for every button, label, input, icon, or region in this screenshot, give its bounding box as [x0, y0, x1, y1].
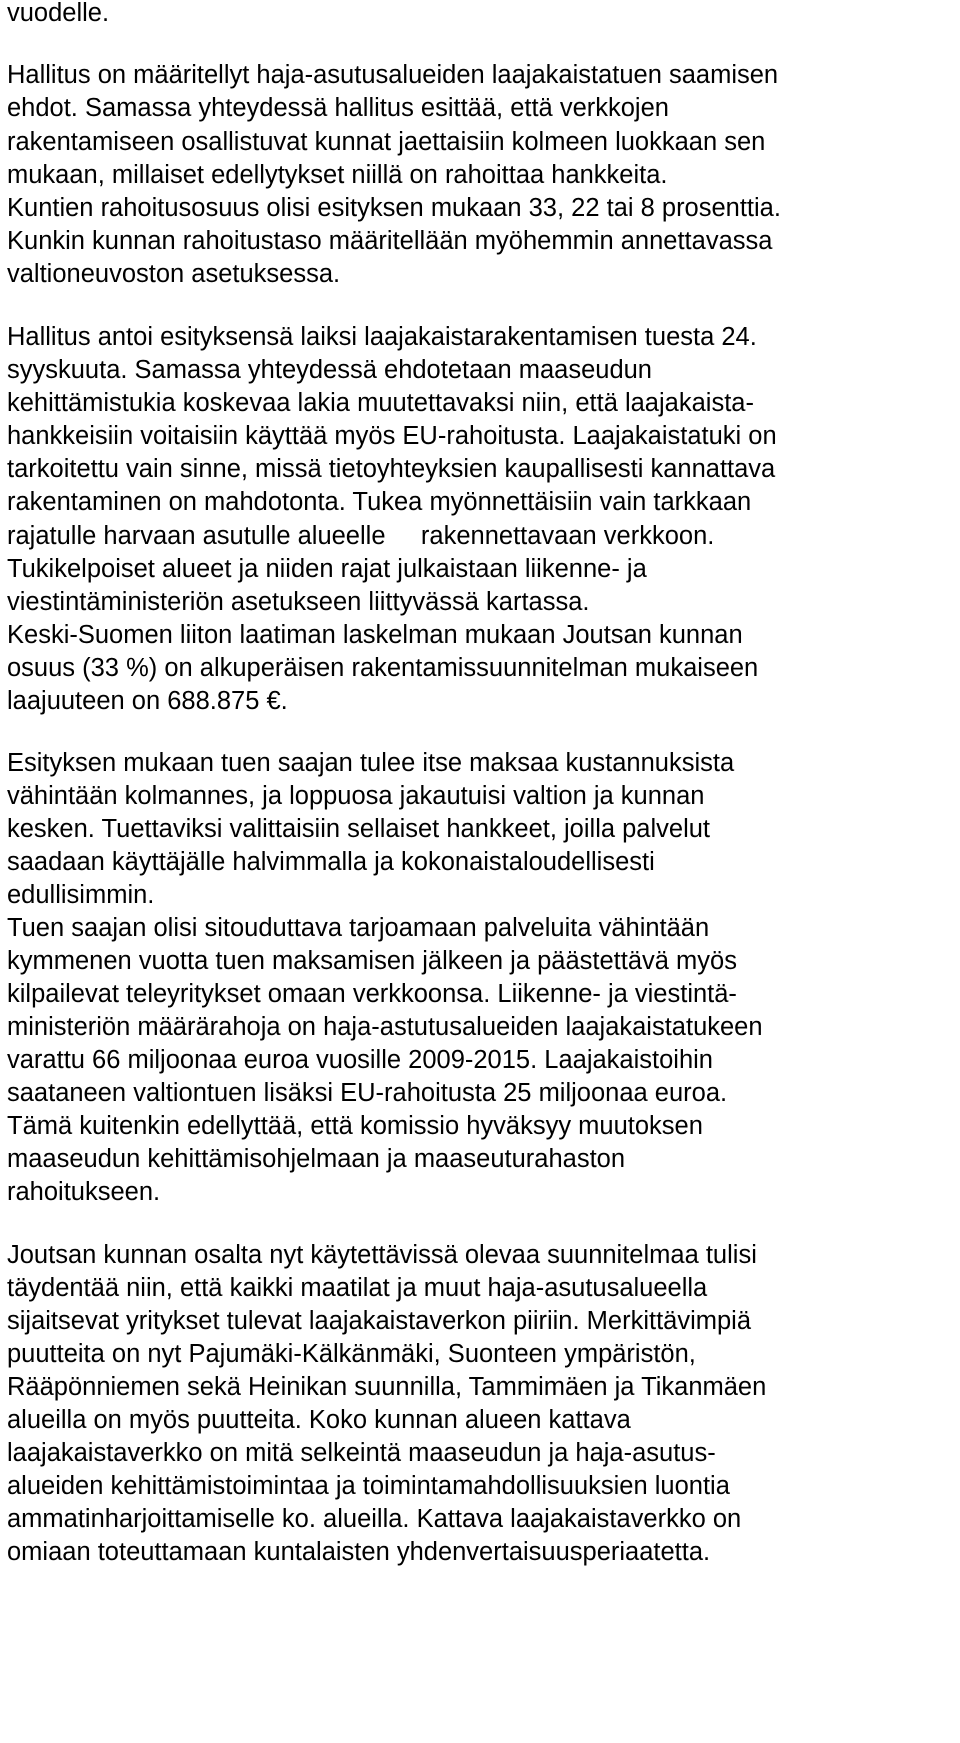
text-line: saataneen valtiontuen lisäksi EU-rahoitusta 25 miljoonaa euroa. [7, 1079, 728, 1107]
text-line: Tuen saajan olisi sitouduttava tarjoamaan palveluita vähintään [7, 914, 710, 942]
text-line: Keski-Suomen liiton laatiman laskelman mukaan Joutsan kunnan [7, 621, 743, 649]
text-line: ammatinharjoittamiselle ko. alueilla. Kattava laajakaistaverkko on [7, 1505, 742, 1533]
text-line: Kuntien rahoitusosuus olisi esityksen mukaan 33, 22 tai 8 prosenttia. [7, 194, 781, 222]
text-line: sijaitsevat yritykset tulevat laajakaistaverkon piiriin. Merkittävimpiä [7, 1307, 752, 1335]
text-line: rajatulle harvaan asutulle alueelle rakennettavaan verkkoon. [7, 522, 715, 550]
text-line: laajuuteen on 688.875 €. [7, 687, 288, 715]
text-line: osuus (33 %) on alkuperäisen rakentamissuunnitelman mukaiseen [7, 654, 759, 682]
text-line: vuodelle. [7, 0, 110, 27]
text-line: tarkoitettu vain sinne, missä tietoyhteyksien kaupallisesti kannattava [7, 455, 776, 483]
text-line: syyskuuta. Samassa yhteydessä ehdotetaan maaseudun [7, 356, 652, 384]
text-line: kesken. Tuettaviksi valittaisiin sellaiset hankkeet, joilla palvelut [7, 815, 711, 843]
text-line: Joutsan kunnan osalta nyt käytettävissä olevaa suunnitelmaa tulisi [7, 1241, 757, 1269]
text-line: Esityksen mukaan tuen saajan tulee itse maksaa kustannuksista [7, 749, 735, 777]
text-line: maaseudun kehittämisohjelmaan ja maaseuturahaston [7, 1145, 626, 1173]
text-line: hankkeisiin voitaisiin käyttää myös EU-rahoitusta. Laajakaistatuki on [7, 422, 777, 450]
text-line: ehdot. Samassa yhteydessä hallitus esittää, että verkkojen [7, 94, 669, 122]
text-line: mukaan, millaiset edellytykset niillä on rahoittaa hankkeita. [7, 161, 668, 189]
text-line: kilpailevat teleyritykset omaan verkkoonsa. Liikenne- ja viestintä- [7, 980, 737, 1008]
text-line: vähintään kolmannes, ja loppuosa jakautuisi valtion ja kunnan [7, 782, 705, 810]
text-line: saadaan käyttäjälle halvimmalla ja kokonaistaloudellisesti [7, 848, 655, 876]
text-line: alueilla on myös puutteita. Koko kunnan alueen kattava [7, 1406, 631, 1434]
text-line: Hallitus on määritellyt haja-asutusalueiden laajakaistatuen saamisen [7, 61, 779, 89]
text-line: kehittämistukia koskevaa lakia muutettavaksi niin, että laajakaista- [7, 389, 754, 417]
text-line: kymmenen vuotta tuen maksamisen jälkeen ja päästettävä myös [7, 947, 737, 975]
text-line: Kunkin kunnan rahoitustaso määritellään myöhemmin annettavassa [7, 227, 773, 255]
text-line: Hallitus antoi esityksensä laiksi laajakaistarakentamisen tuesta 24. [7, 323, 757, 351]
text-line: Tämä kuitenkin edellyttää, että komissio hyväksyy muutoksen [7, 1112, 703, 1140]
text-line: alueiden kehittämistoimintaa ja toimintamahdollisuuksien luontia [7, 1472, 730, 1500]
text-line: puutteita on nyt Pajumäki-Kälkänmäki, Suonteen ympäristön, [7, 1340, 696, 1368]
text-line: ministeriön määrärahoja on haja-astutusalueiden laajakaistatukeen [7, 1013, 763, 1041]
text-line: laajakaistaverkko on mitä selkeintä maaseudun ja haja-asutus- [7, 1439, 716, 1467]
text-line: rahoitukseen. [7, 1178, 161, 1206]
text-line: viestintäministeriön asetukseen liittyvässä kartassa. [7, 588, 590, 616]
text-line: rakentaminen on mahdotonta. Tukea myönnettäisiin vain tarkkaan [7, 488, 752, 516]
text-line: täydentää niin, että kaikki maatilat ja muut haja-asutusalueella [7, 1274, 708, 1302]
text-line: Rääpönniemen sekä Heinikan suunnilla, Tammimäen ja Tikanmäen [7, 1373, 767, 1401]
text-line: Tukikelpoiset alueet ja niiden rajat julkaistaan liikenne- ja [7, 555, 647, 583]
text-line: varattu 66 miljoonaa euroa vuosille 2009-2015. Laajakaistoihin [7, 1046, 713, 1074]
text-line: valtioneuvoston asetuksessa. [7, 260, 341, 288]
text-line: rakentamiseen osallistuvat kunnat jaettaisiin kolmeen luokkaan sen [7, 128, 766, 156]
text-line: edullisimmin. [7, 881, 155, 909]
text-line: omiaan toteuttamaan kuntalaisten yhdenvertaisuusperiaatetta. [7, 1538, 711, 1566]
